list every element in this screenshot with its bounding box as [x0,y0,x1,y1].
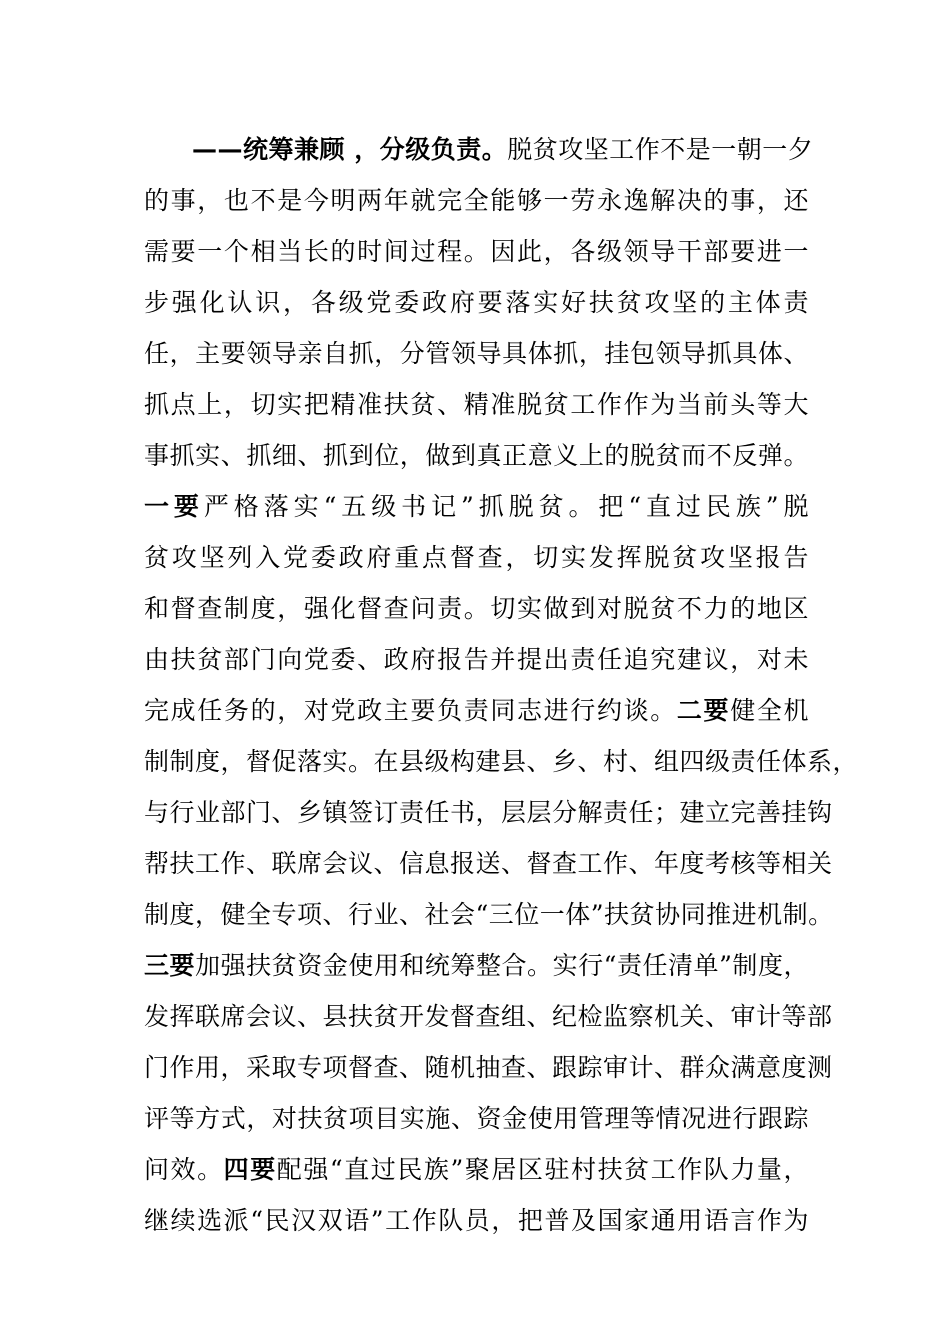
text-line [144,940,809,991]
text-segment: 制度，健全专项、行业、社会“三位一体”扶贫协同推进机制。 [144,900,834,929]
text-segment: 和督查制度，强化督查问责。切实做到对脱贫不力的地区 [144,594,809,623]
text-line [144,685,809,736]
text-segment: 抓点上，切实把精准扶贫、精准脱贫工作作为当前头等大 [144,390,809,419]
text-segment: 需要一个相当长的时间过程。因此，各级领导干部要进一 [144,237,809,266]
text-line [144,889,834,940]
text-segment: 发挥联席会议、县扶贫开发督查组、纪检监察机关、审计等部 [144,1002,833,1031]
bold-phrase: 二要 [676,696,731,725]
text-line [144,124,814,175]
text-line [144,736,859,787]
text-line [144,532,809,583]
text-line [144,328,809,379]
text-line [144,481,809,532]
text-segment: 门作用，采取专项督查、随机抽查、跟踪审计、群众满意度测 [144,1053,833,1082]
text-segment: 继续选派“民汉双语”工作队员，把普及国家通用语言作为 [144,1206,809,1235]
text-segment: 评等方式，对扶贫项目实施、资金使用管理等情况进行跟踪 [144,1104,809,1133]
text-line [144,1195,809,1246]
text-segment: 帮扶工作、联席会议、信息报送、督查工作、年度考核等相关 [144,849,833,878]
text-line [144,379,809,430]
text-segment: 严格落实“五级书记”抓脱贫。把“直过民族”脱 [203,492,809,521]
text-segment: 贫攻坚列入党委政府重点督查，切实发挥脱贫攻坚报告 [144,543,809,572]
text-line [144,787,833,838]
text-line [144,430,809,481]
text-segment: 完成任务的，对党政主要负责同志进行约谈。 [144,696,677,725]
text-segment: 事抓实、抓细、抓到位，做到真正意义上的脱贫而不反弹。 [144,441,809,470]
text-line [144,226,809,277]
text-segment: 问效。 [144,1155,224,1184]
text-segment: 的事，也不是今明两年就完全能够一劳永逸解决的事，还 [144,186,809,215]
text-line [144,991,833,1042]
bold-phrase: 一要 [144,492,204,521]
text-line [144,1144,809,1195]
bold-phrase: ——统筹兼顾 ，分级负责。 [192,135,508,164]
text-segment: 步强化认识，各级党委政府要落实好扶贫攻坚的主体责 [144,288,809,317]
text-segment: 加强扶贫资金使用和统筹整合。实行“责任清单”制度， [195,951,809,980]
text-segment: 配强“直过民族”聚居区驻村扶贫工作队力量， [276,1155,809,1184]
text-segment: 与行业部门、乡镇签订责任书，层层分解责任；建立完善挂钩 [144,798,833,827]
text-segment: 任，主要领导亲自抓，分管领导具体抓，挂包领导抓具体、 [144,339,809,368]
text-segment: 脱贫攻坚工作不是一朝一夕 [507,135,814,164]
text-line [144,175,809,226]
text-segment: 健全机 [730,696,809,725]
body-text [144,124,859,1246]
text-line [144,1042,833,1093]
text-line [144,1093,809,1144]
text-line [144,634,809,685]
bold-phrase: 三要 [144,951,196,980]
text-segment: 由扶贫部门向党委、政府报告并提出责任追究建议，对未 [144,645,809,674]
bold-phrase: 四要 [223,1155,277,1184]
text-line [144,583,809,634]
text-segment: 制制度，督促落实。在县级构建县、乡、村、组四级责任体系， [144,747,859,776]
text-line [144,838,833,889]
text-line [144,277,809,328]
